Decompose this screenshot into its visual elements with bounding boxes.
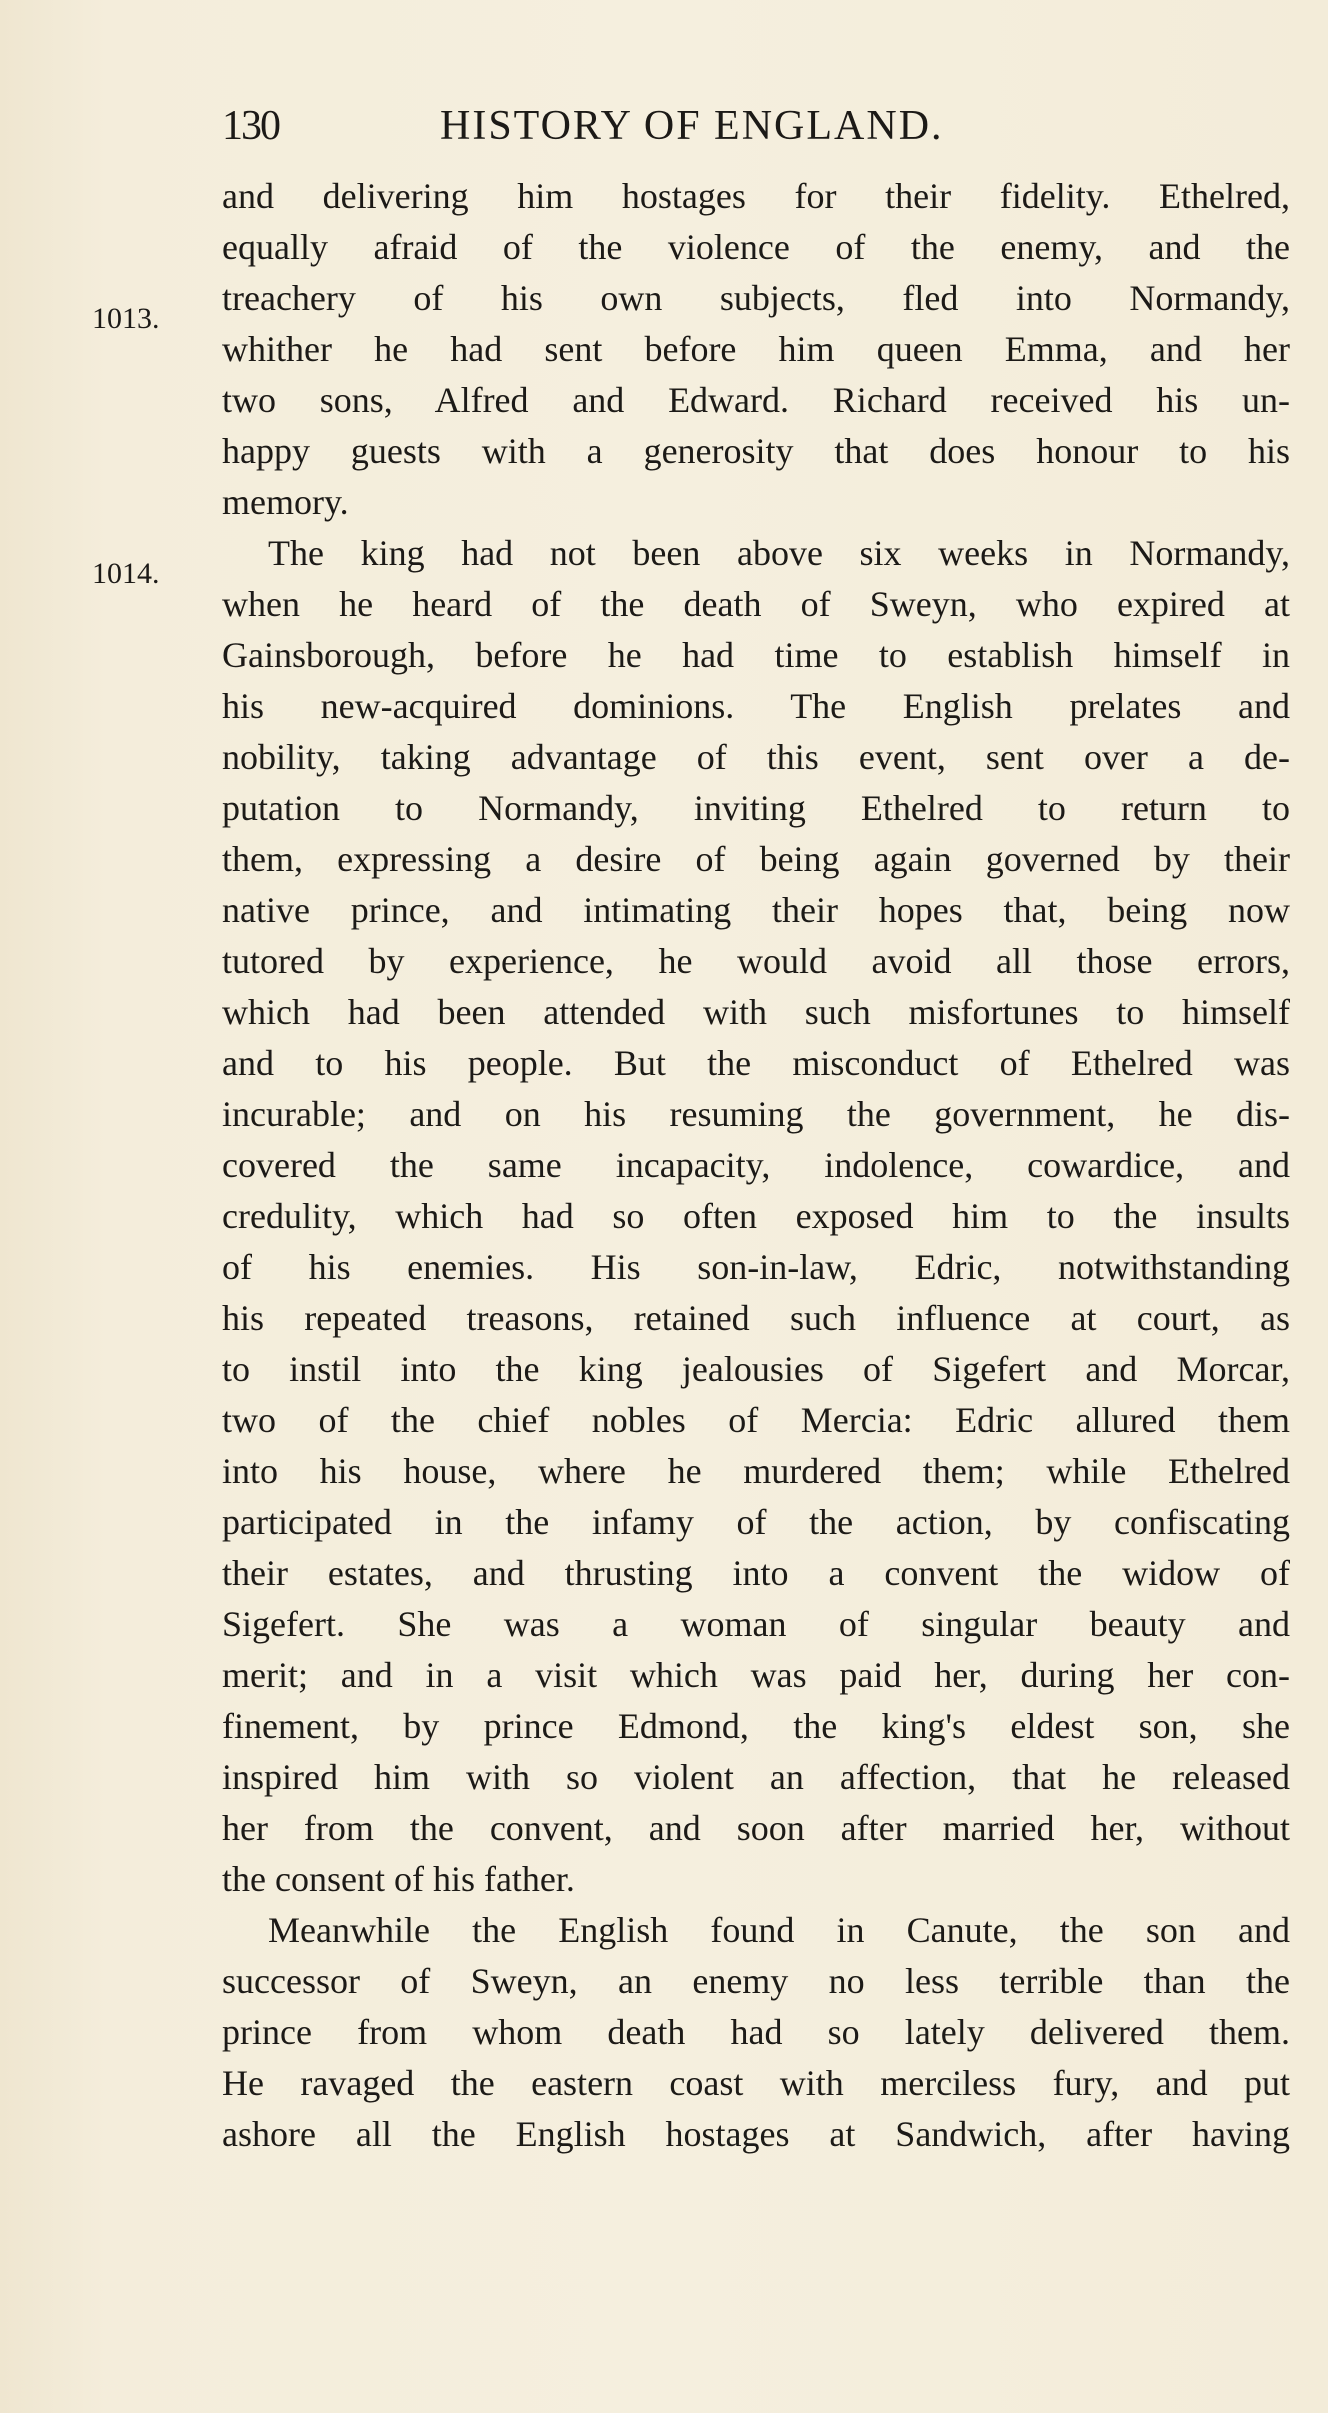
text-line: The king had not been above six weeks in Normandy,	[268, 533, 1290, 573]
text-line: credulity, which had so often exposed him to the insults	[222, 1196, 1290, 1236]
text-line: covered the same incapacity, indolence, cowardice, and	[222, 1145, 1290, 1185]
text-line: of his enemies. His son-in-law, Edric, notwithstanding	[222, 1247, 1290, 1287]
text-line: and delivering him hostages for their fidelity. Ethelred,	[222, 176, 1290, 216]
text-line: them, expressing a desire of being again governed by their	[222, 839, 1290, 879]
text-line: their estates, and thrusting into a convent the widow of	[222, 1553, 1290, 1593]
running-title: HISTORY OF ENGLAND.	[440, 103, 944, 149]
margin-year-1014: 1014.	[92, 557, 160, 590]
text-line: into his house, where he murdered them; while Ethelred	[222, 1451, 1290, 1491]
text-line: ashore all the English hostages at Sandwich, after having	[222, 2114, 1290, 2154]
text-line: prince from whom death had so lately delivered them.	[222, 2012, 1290, 2052]
text-line: merit; and in a visit which was paid her, during her con-	[222, 1655, 1290, 1695]
text-line: whither he had sent before him queen Emma, and her	[222, 329, 1290, 369]
text-line: finement, by prince Edmond, the king's eldest son, she	[222, 1706, 1290, 1746]
margin-year-1013: 1013.	[92, 302, 160, 335]
text-line: inspired him with so violent an affection, that he released	[222, 1757, 1290, 1797]
text-line: two of the chief nobles of Mercia: Edric allured them	[222, 1400, 1290, 1440]
text-line: memory.	[222, 482, 349, 522]
text-line: the consent of his father.	[222, 1859, 575, 1899]
text-line: He ravaged the eastern coast with merciless fury, and put	[222, 2063, 1290, 2103]
text-line: happy guests with a generosity that does honour to his	[222, 431, 1290, 471]
text-line: putation to Normandy, inviting Ethelred to return to	[222, 788, 1290, 828]
text-line: to instil into the king jealousies of Sigefert and Morcar,	[222, 1349, 1290, 1389]
text-line: his repeated treasons, retained such influence at court, as	[222, 1298, 1290, 1338]
running-head	[222, 96, 1012, 156]
text-line: when he heard of the death of Sweyn, who expired at	[222, 584, 1290, 624]
text-line: tutored by experience, he would avoid all those errors,	[222, 941, 1290, 981]
text-line: equally afraid of the violence of the enemy, and the	[222, 227, 1290, 267]
text-line: and to his people. But the misconduct of Ethelred was	[222, 1043, 1290, 1083]
text-line: Meanwhile the English found in Canute, the son and	[268, 1910, 1290, 1950]
text-line: two sons, Alfred and Edward. Richard received his un-	[222, 380, 1290, 420]
text-line: Gainsborough, before he had time to establish himself in	[222, 635, 1290, 675]
text-line: her from the convent, and soon after married her, without	[222, 1808, 1290, 1848]
text-line: nobility, taking advantage of this event, sent over a de-	[222, 737, 1290, 777]
text-line: his new-acquired dominions. The English prelates and	[222, 686, 1290, 726]
text-line: native prince, and intimating their hopes that, being now	[222, 890, 1290, 930]
page-number: 130	[222, 103, 279, 149]
text-line: successor of Sweyn, an enemy no less terrible than the	[222, 1961, 1290, 2001]
text-line: participated in the infamy of the action, by confiscating	[222, 1502, 1290, 1542]
text-line: treachery of his own subjects, fled into Normandy,	[222, 278, 1290, 318]
text-line: Sigefert. She was a woman of singular beauty and	[222, 1604, 1290, 1644]
text-line: which had been attended with such misfortunes to himself	[222, 992, 1290, 1032]
text-line: incurable; and on his resuming the government, he dis-	[222, 1094, 1290, 1134]
body-text	[222, 171, 1290, 2160]
